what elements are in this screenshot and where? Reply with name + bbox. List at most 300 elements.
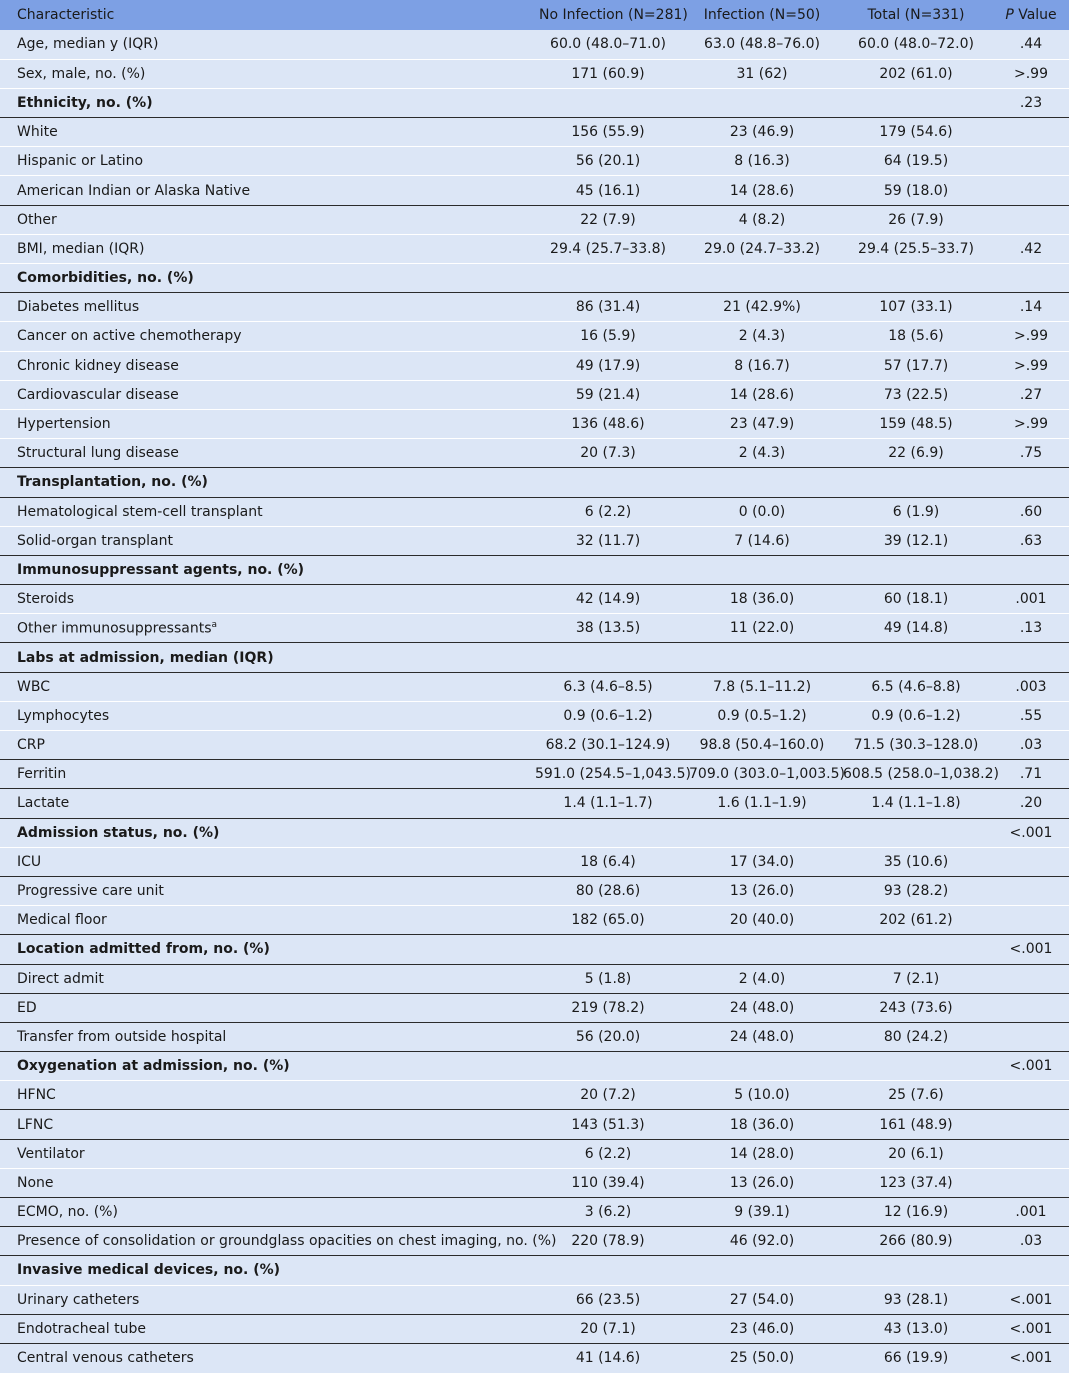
no-infection-value: 56 (20.0) — [575, 1028, 641, 1045]
row-label-cell — [0, 1081, 531, 1110]
total-value: 12 (16.9) — [883, 1204, 949, 1221]
total-value: 6.5 (4.6–8.8) — [871, 678, 961, 695]
total-value: 6 (1.9) — [892, 503, 940, 520]
row-label: Central venous catheters — [17, 1350, 194, 1367]
infection-value: 23 (46.9) — [729, 124, 795, 141]
no-infection-value — [531, 264, 685, 293]
row-label: Lactate — [17, 795, 70, 812]
row-label-cell — [0, 59, 531, 88]
p-value — [993, 118, 1069, 147]
total-value: 1.4 (1.1–1.8) — [871, 795, 961, 812]
p-value: .001 — [1015, 591, 1047, 608]
infection-value: 24 (48.0) — [729, 1028, 795, 1045]
table-row — [0, 672, 1069, 701]
total-value: 60 (18.1) — [883, 591, 949, 608]
total-value — [839, 88, 993, 117]
header-infection: Infection (N=50) — [703, 7, 821, 23]
infection-value: 13 (26.0) — [729, 883, 795, 900]
table-row — [0, 1022, 1069, 1051]
infection-value — [685, 1256, 839, 1285]
row-label-cell — [0, 643, 531, 672]
row-label-cell — [0, 672, 531, 701]
row-label: Invasive medical devices, no. (%) — [17, 1262, 281, 1279]
p-value — [993, 1139, 1069, 1168]
infection-value: 18 (36.0) — [729, 591, 795, 608]
row-label: Transfer from outside hospital — [17, 1028, 227, 1045]
row-label: Other — [17, 211, 57, 228]
no-infection-value — [531, 1052, 685, 1081]
row-label-cell — [0, 322, 531, 351]
infection-value: 18 (36.0) — [729, 1116, 795, 1133]
table-row — [0, 585, 1069, 614]
table-row — [0, 468, 1069, 497]
p-value: <.001 — [1009, 1058, 1053, 1075]
row-label-cell — [0, 1052, 531, 1081]
header-characteristic: Characteristic — [17, 7, 115, 23]
total-value: 60.0 (48.0–72.0) — [858, 36, 974, 53]
table-row — [0, 701, 1069, 730]
row-label-cell — [0, 88, 531, 117]
row-label: Urinary catheters — [17, 1291, 140, 1308]
infection-value: 29.0 (24.7–33.2) — [704, 240, 820, 257]
table-row — [0, 614, 1069, 643]
row-label: Solid-organ transplant — [17, 532, 174, 549]
infection-value: 13 (26.0) — [729, 1174, 795, 1191]
row-label: Location admitted from, no. (%) — [17, 941, 270, 958]
row-label-cell — [0, 30, 531, 59]
row-label: Endotracheal tube — [17, 1320, 146, 1337]
row-label-cell — [0, 993, 531, 1022]
no-infection-value: 68.2 (30.1–124.9) — [545, 737, 671, 754]
p-value: >.99 — [1014, 65, 1048, 82]
row-label-cell — [0, 731, 531, 760]
total-value: 25 (7.6) — [888, 1087, 944, 1104]
table-row — [0, 1139, 1069, 1168]
no-infection-value: 20 (7.3) — [580, 445, 636, 462]
row-label: WBC — [17, 678, 50, 695]
table-row — [0, 847, 1069, 876]
table-row — [0, 935, 1069, 964]
row-label: ED — [17, 999, 37, 1016]
no-infection-value: 60.0 (48.0–71.0) — [550, 36, 666, 53]
total-value: 608.5 (258.0–1,038.2) — [843, 766, 999, 783]
row-label: Immunosuppressant agents, no. (%) — [17, 561, 305, 578]
p-value — [993, 468, 1069, 497]
table-row — [0, 1314, 1069, 1343]
row-label-cell — [0, 818, 531, 847]
row-label: White — [17, 124, 58, 141]
p-value: >.99 — [1014, 357, 1048, 374]
total-value: 73 (22.5) — [883, 386, 949, 403]
total-value: 159 (48.5) — [879, 416, 953, 433]
table-row — [0, 526, 1069, 555]
no-infection-value: 220 (78.9) — [571, 1233, 645, 1250]
no-infection-value: 22 (7.9) — [580, 211, 636, 228]
infection-value — [685, 264, 839, 293]
p-value: .20 — [1019, 795, 1043, 812]
row-label: Sex, male, no. (%) — [17, 65, 146, 82]
infection-value: 8 (16.7) — [734, 357, 790, 374]
row-label-cell — [0, 176, 531, 205]
table-row — [0, 818, 1069, 847]
p-value — [993, 847, 1069, 876]
infection-value: 2 (4.0) — [738, 970, 786, 987]
infection-value — [685, 1052, 839, 1081]
infection-value: 20 (40.0) — [729, 912, 795, 929]
total-value: 35 (10.6) — [883, 853, 949, 870]
total-value: 80 (24.2) — [883, 1028, 949, 1045]
infection-value: 8 (16.3) — [734, 153, 790, 170]
p-value: <.001 — [1009, 1291, 1053, 1308]
total-value: 93 (28.1) — [883, 1291, 949, 1308]
row-label-cell — [0, 234, 531, 263]
no-infection-value: 59 (21.4) — [575, 386, 641, 403]
infection-value: 63.0 (48.8–76.0) — [704, 36, 820, 53]
infection-value: 98.8 (50.4–160.0) — [699, 737, 825, 754]
total-value: 71.5 (30.3–128.0) — [853, 737, 979, 754]
row-label: HFNC — [17, 1087, 56, 1104]
no-infection-value: 1.4 (1.1–1.7) — [563, 795, 653, 812]
row-label-cell — [0, 1139, 531, 1168]
p-value — [993, 993, 1069, 1022]
no-infection-value — [531, 643, 685, 672]
no-infection-value: 6 (2.2) — [584, 1145, 632, 1162]
total-value — [839, 264, 993, 293]
p-value: .42 — [1019, 240, 1043, 257]
no-infection-value: 16 (5.9) — [580, 328, 636, 345]
row-label-cell — [0, 1285, 531, 1314]
total-value — [839, 935, 993, 964]
table-row — [0, 760, 1069, 789]
total-value: 161 (48.9) — [879, 1116, 953, 1133]
p-value — [993, 906, 1069, 935]
table-row — [0, 409, 1069, 438]
footnote-marker: a — [211, 620, 218, 631]
row-label: Lymphocytes — [17, 707, 110, 724]
no-infection-value: 0.9 (0.6–1.2) — [563, 707, 653, 724]
row-label-cell — [0, 293, 531, 322]
p-value — [993, 1256, 1069, 1285]
total-value — [839, 1052, 993, 1081]
no-infection-value — [531, 1256, 685, 1285]
p-value — [993, 1022, 1069, 1051]
row-label-cell — [0, 497, 531, 526]
infection-value: 0 (0.0) — [738, 503, 786, 520]
row-label: Cancer on active chemotherapy — [17, 328, 242, 345]
total-value: 29.4 (25.5–33.7) — [858, 240, 974, 257]
table-row — [0, 876, 1069, 905]
table-row — [0, 789, 1069, 818]
infection-value: 14 (28.6) — [729, 182, 795, 199]
total-value: 22 (6.9) — [888, 445, 944, 462]
no-infection-value: 45 (16.1) — [575, 182, 641, 199]
row-label: Comorbidities, no. (%) — [17, 270, 194, 287]
row-label: Hispanic or Latino — [17, 153, 144, 170]
row-label: Chronic kidney disease — [17, 357, 179, 374]
p-value: .001 — [1015, 1204, 1047, 1221]
total-value: 266 (80.9) — [879, 1233, 953, 1250]
no-infection-value: 591.0 (254.5–1,043.5) — [535, 766, 691, 783]
no-infection-value: 56 (20.1) — [575, 153, 641, 170]
table-row — [0, 993, 1069, 1022]
p-value: .55 — [1019, 707, 1043, 724]
infection-value — [685, 643, 839, 672]
total-value: 202 (61.2) — [879, 912, 953, 929]
infection-value: 23 (47.9) — [729, 416, 795, 433]
p-value — [993, 555, 1069, 584]
no-infection-value: 86 (31.4) — [575, 299, 641, 316]
infection-value — [685, 555, 839, 584]
p-value: .27 — [1019, 386, 1043, 403]
infection-value: 31 (62) — [736, 65, 788, 82]
header-total: Total (N=331) — [867, 7, 965, 23]
table-row — [0, 1256, 1069, 1285]
table-row — [0, 234, 1069, 263]
table-row — [0, 1052, 1069, 1081]
infection-value — [685, 818, 839, 847]
no-infection-value: 29.4 (25.7–33.8) — [550, 240, 666, 257]
infection-value: 27 (54.0) — [729, 1291, 795, 1308]
table-row — [0, 906, 1069, 935]
table-row — [0, 497, 1069, 526]
header-p-italic: P — [1005, 7, 1014, 23]
p-value: <.001 — [1009, 1320, 1053, 1337]
no-infection-value: 143 (51.3) — [571, 1116, 645, 1133]
p-value — [993, 876, 1069, 905]
p-value — [993, 1110, 1069, 1139]
table-row — [0, 380, 1069, 409]
p-value: <.001 — [1009, 824, 1053, 841]
table-row — [0, 322, 1069, 351]
no-infection-value: 219 (78.2) — [571, 999, 645, 1016]
row-label: LFNC — [17, 1116, 54, 1133]
p-value: <.001 — [1009, 1350, 1053, 1367]
table-row — [0, 176, 1069, 205]
total-value — [839, 643, 993, 672]
row-label: BMI, median (IQR) — [17, 240, 145, 257]
p-value: .03 — [1019, 737, 1043, 754]
row-label-cell — [0, 1110, 531, 1139]
total-value: 202 (61.0) — [879, 65, 953, 82]
table-row — [0, 643, 1069, 672]
table-row — [0, 1343, 1069, 1372]
p-value: .23 — [1019, 94, 1043, 111]
row-label: ECMO, no. (%) — [17, 1204, 118, 1221]
p-value: .44 — [1019, 36, 1043, 53]
row-label-cell — [0, 468, 531, 497]
row-label-cell — [0, 380, 531, 409]
total-value: 43 (13.0) — [883, 1320, 949, 1337]
row-label-cell — [0, 847, 531, 876]
row-label: Hematological stem-cell transplant — [17, 503, 263, 520]
no-infection-value: 136 (48.6) — [571, 416, 645, 433]
row-label-cell — [0, 1314, 531, 1343]
infection-value: 709.0 (303.0–1,003.5) — [689, 766, 845, 783]
no-infection-value: 20 (7.1) — [580, 1320, 636, 1337]
table-row — [0, 555, 1069, 584]
table-row — [0, 1168, 1069, 1197]
row-label: Other immunosuppressants — [17, 620, 212, 637]
table-row — [0, 1110, 1069, 1139]
row-label-cell — [0, 409, 531, 438]
total-value: 64 (19.5) — [883, 153, 949, 170]
row-label: CRP — [17, 737, 45, 754]
row-label-cell — [0, 526, 531, 555]
total-value: 59 (18.0) — [883, 182, 949, 199]
row-label-cell — [0, 147, 531, 176]
total-value: 0.9 (0.6–1.2) — [871, 707, 961, 724]
p-value — [993, 176, 1069, 205]
row-label: Ventilator — [17, 1145, 85, 1162]
total-value: 93 (28.2) — [883, 883, 949, 900]
total-value: 57 (17.7) — [883, 357, 949, 374]
row-label: Ferritin — [17, 766, 67, 783]
table-row — [0, 439, 1069, 468]
no-infection-value: 5 (1.8) — [584, 970, 632, 987]
infection-value: 2 (4.3) — [738, 445, 786, 462]
row-label-cell — [0, 351, 531, 380]
total-value: 26 (7.9) — [888, 211, 944, 228]
total-value: 39 (12.1) — [883, 532, 949, 549]
p-value — [993, 264, 1069, 293]
infection-value: 25 (50.0) — [729, 1350, 795, 1367]
infection-value: 23 (46.0) — [729, 1320, 795, 1337]
row-label: Transplantation, no. (%) — [17, 474, 208, 491]
no-infection-value — [531, 935, 685, 964]
table-row — [0, 1227, 1069, 1256]
row-label-cell — [0, 964, 531, 993]
p-value: .60 — [1019, 503, 1043, 520]
total-value: 20 (6.1) — [888, 1145, 944, 1162]
row-label-cell — [0, 555, 531, 584]
table-row — [0, 59, 1069, 88]
infection-value: 4 (8.2) — [738, 211, 786, 228]
row-label-cell — [0, 1022, 531, 1051]
no-infection-value — [531, 555, 685, 584]
row-label: Age, median y (IQR) — [17, 36, 159, 53]
table-row — [0, 1081, 1069, 1110]
table-row — [0, 964, 1069, 993]
row-label: Presence of consolidation or groundglass opacities on chest imaging, no. (%) — [17, 1233, 557, 1250]
total-value — [839, 818, 993, 847]
total-value: 123 (37.4) — [879, 1174, 953, 1191]
table-row — [0, 1285, 1069, 1314]
row-label: American Indian or Alaska Native — [17, 182, 251, 199]
no-infection-value: 182 (65.0) — [571, 912, 645, 929]
p-value — [993, 147, 1069, 176]
row-label: Direct admit — [17, 970, 104, 987]
infection-value: 7.8 (5.1–11.2) — [712, 678, 812, 695]
header-no-infection: No Infection (N=281) — [539, 7, 688, 23]
row-label-cell — [0, 789, 531, 818]
infection-value: 0.9 (0.5–1.2) — [717, 707, 807, 724]
no-infection-value: 80 (28.6) — [575, 883, 641, 900]
row-label: ICU — [17, 853, 42, 870]
infection-value — [685, 88, 839, 117]
row-label: Cardiovascular disease — [17, 386, 179, 403]
no-infection-value: 38 (13.5) — [575, 620, 641, 637]
row-label: Diabetes mellitus — [17, 299, 140, 316]
row-label: Ethnicity, no. (%) — [17, 94, 153, 111]
p-value — [993, 1081, 1069, 1110]
no-infection-value — [531, 818, 685, 847]
total-value: 243 (73.6) — [879, 999, 953, 1016]
p-value: .63 — [1019, 532, 1043, 549]
table-row — [0, 30, 1069, 59]
infection-value: 11 (22.0) — [729, 620, 795, 637]
infection-value: 7 (14.6) — [734, 532, 790, 549]
no-infection-value: 49 (17.9) — [575, 357, 641, 374]
total-value: 107 (33.1) — [879, 299, 953, 316]
no-infection-value: 41 (14.6) — [575, 1350, 641, 1367]
infection-value — [685, 468, 839, 497]
row-label: Medical floor — [17, 912, 107, 929]
row-label-cell — [0, 701, 531, 730]
row-label-cell — [0, 264, 531, 293]
table-row — [0, 1198, 1069, 1227]
row-label-cell — [0, 1343, 531, 1372]
total-value — [839, 468, 993, 497]
infection-value: 17 (34.0) — [729, 853, 795, 870]
row-label-cell — [0, 614, 531, 643]
table-row — [0, 88, 1069, 117]
row-label-cell — [0, 1198, 531, 1227]
no-infection-value: 18 (6.4) — [580, 853, 636, 870]
p-value: .003 — [1015, 678, 1047, 695]
p-value — [993, 643, 1069, 672]
p-value: .03 — [1019, 1233, 1043, 1250]
no-infection-value: 6 (2.2) — [584, 503, 632, 520]
table-row — [0, 264, 1069, 293]
row-label-cell — [0, 1227, 557, 1256]
p-value: .71 — [1019, 766, 1043, 783]
no-infection-value — [531, 88, 685, 117]
table-body — [0, 30, 1069, 1373]
row-label: Oxygenation at admission, no. (%) — [17, 1058, 290, 1075]
row-label: Progressive care unit — [17, 883, 164, 900]
total-value — [839, 555, 993, 584]
p-value: >.99 — [1014, 328, 1048, 345]
row-label: Steroids — [17, 591, 75, 608]
p-value — [993, 205, 1069, 234]
p-value — [993, 964, 1069, 993]
table-row — [0, 731, 1069, 760]
total-value: 7 (2.1) — [892, 970, 940, 987]
row-label-cell — [0, 876, 531, 905]
header-p-rest: Value — [1013, 7, 1057, 23]
p-value: .75 — [1019, 445, 1043, 462]
total-value: 18 (5.6) — [888, 328, 944, 345]
table-row — [0, 118, 1069, 147]
row-label-cell — [0, 760, 531, 789]
no-infection-value: 6.3 (4.6–8.5) — [563, 678, 653, 695]
infection-value: 46 (92.0) — [729, 1233, 795, 1250]
no-infection-value: 66 (23.5) — [575, 1291, 641, 1308]
row-label-cell — [0, 935, 531, 964]
no-infection-value — [531, 468, 685, 497]
no-infection-value: 110 (39.4) — [571, 1174, 645, 1191]
no-infection-value: 3 (6.2) — [584, 1204, 632, 1221]
total-value — [839, 1256, 993, 1285]
row-label-cell — [0, 1256, 531, 1285]
no-infection-value: 20 (7.2) — [580, 1087, 636, 1104]
p-value: <.001 — [1009, 941, 1053, 958]
row-label-cell — [0, 585, 531, 614]
infection-value: 1.6 (1.1–1.9) — [717, 795, 807, 812]
no-infection-value: 156 (55.9) — [571, 124, 645, 141]
header-p-value — [993, 0, 1069, 30]
infection-value: 5 (10.0) — [734, 1087, 790, 1104]
